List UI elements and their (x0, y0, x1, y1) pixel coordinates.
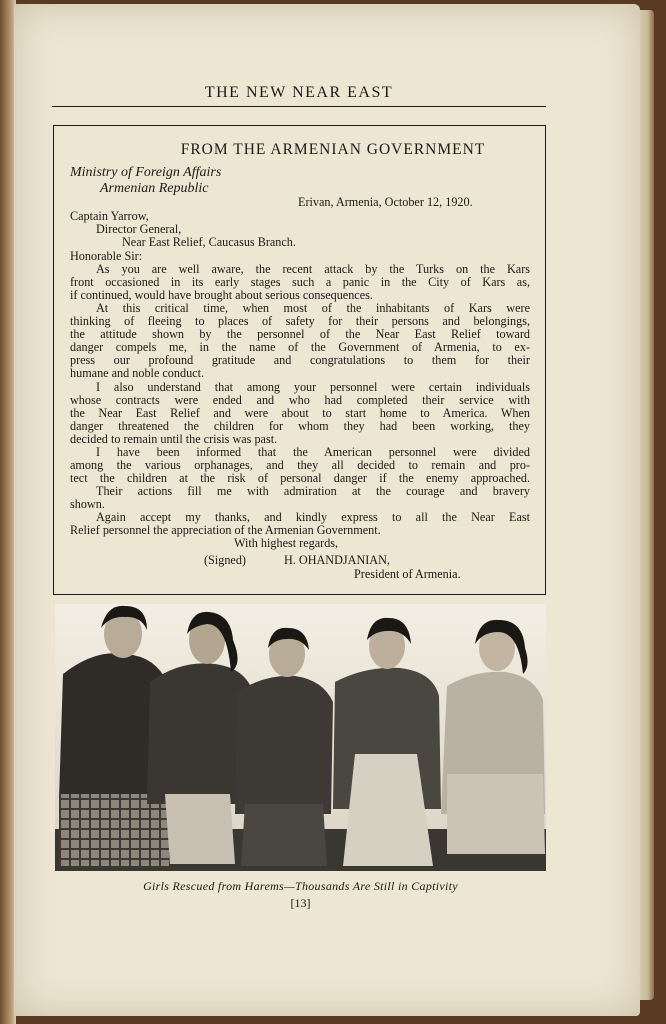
closing: With highest regards, (234, 536, 339, 550)
letter-line: humane and noble conduct. (70, 366, 205, 380)
signatory-title: President of Armenia. (354, 567, 461, 581)
signed-label: (Signed) (204, 553, 246, 567)
addressee-org: Near East Relief, Caucasus Branch. (122, 235, 296, 249)
addressee-name: Captain Yarrow, (70, 209, 149, 223)
salutation: Honorable Sir: (70, 249, 143, 263)
letter-line: I also understand that among your personnel were certain individuals (96, 380, 530, 394)
letter-line: press our profound gratitude and congratulations to them for their (70, 353, 530, 367)
letter-line: decided to remain until the crisis was past. (70, 432, 278, 446)
photo-caption: Girls Rescued from Harems—Thousands Are Still in Captivity (143, 879, 458, 893)
page-number: [13] (290, 896, 311, 910)
letter-line: danger compels me, in the name of the Government of Armenia, to ex- (70, 340, 530, 354)
letter-line: shown. (70, 497, 105, 511)
girls-photograph (55, 604, 546, 871)
sender-ministry: Ministry of Foreign Affairs (70, 165, 222, 180)
sender-republic: Armenian Republic (100, 181, 209, 196)
letter-line: I have been informed that the American personnel were divided (96, 445, 530, 459)
letter-line: At this critical time, when most of the inhabitants of Kars were (96, 301, 530, 315)
addressee-title: Director General, (96, 222, 182, 236)
letter-line: tect the children at the risk of personal danger if the enemy approached. (70, 471, 530, 485)
signatory-name: H. OHANDJANIAN, (284, 553, 390, 567)
letter-line: As you are well aware, the recent attack by the Turks on the Kars (96, 262, 530, 276)
letter-line: thinking of fleeing to places of safety for their persons and belongings, (70, 314, 530, 328)
letter-line: danger threatened the children for whom they had been working, they (70, 419, 530, 433)
running-head: THE NEW NEAR EAST (204, 84, 394, 101)
letter-line: Again accept my thanks, and kindly express to all the Near East (96, 510, 530, 524)
letter-line: the attitude shown by the personnel of the Near East Relief toward (70, 327, 530, 341)
letter-line: Relief personnel the appreciation of the Armenian Government. (70, 523, 381, 537)
letter-line: if continued, would have brought about serious consequences. (70, 288, 373, 302)
dateline: Erivan, Armenia, October 12, 1920. (298, 195, 473, 209)
letter-title: FROM THE ARMENIAN GOVERNMENT (180, 141, 486, 158)
letter-line: the Near East Relief and were about to start home to America. When (70, 406, 530, 420)
letter-line: Their actions fill me with admiration at the courage and bravery (96, 484, 530, 498)
header-rule (52, 106, 546, 107)
letter-line: among the various orphanages, and they all decided to remain and pro- (70, 458, 530, 472)
letter-line: whose contracts were ended and who had completed their service with (70, 393, 530, 407)
letter-line: front occasioned in its early stages such a panic in the City of Kars as, (70, 275, 530, 289)
